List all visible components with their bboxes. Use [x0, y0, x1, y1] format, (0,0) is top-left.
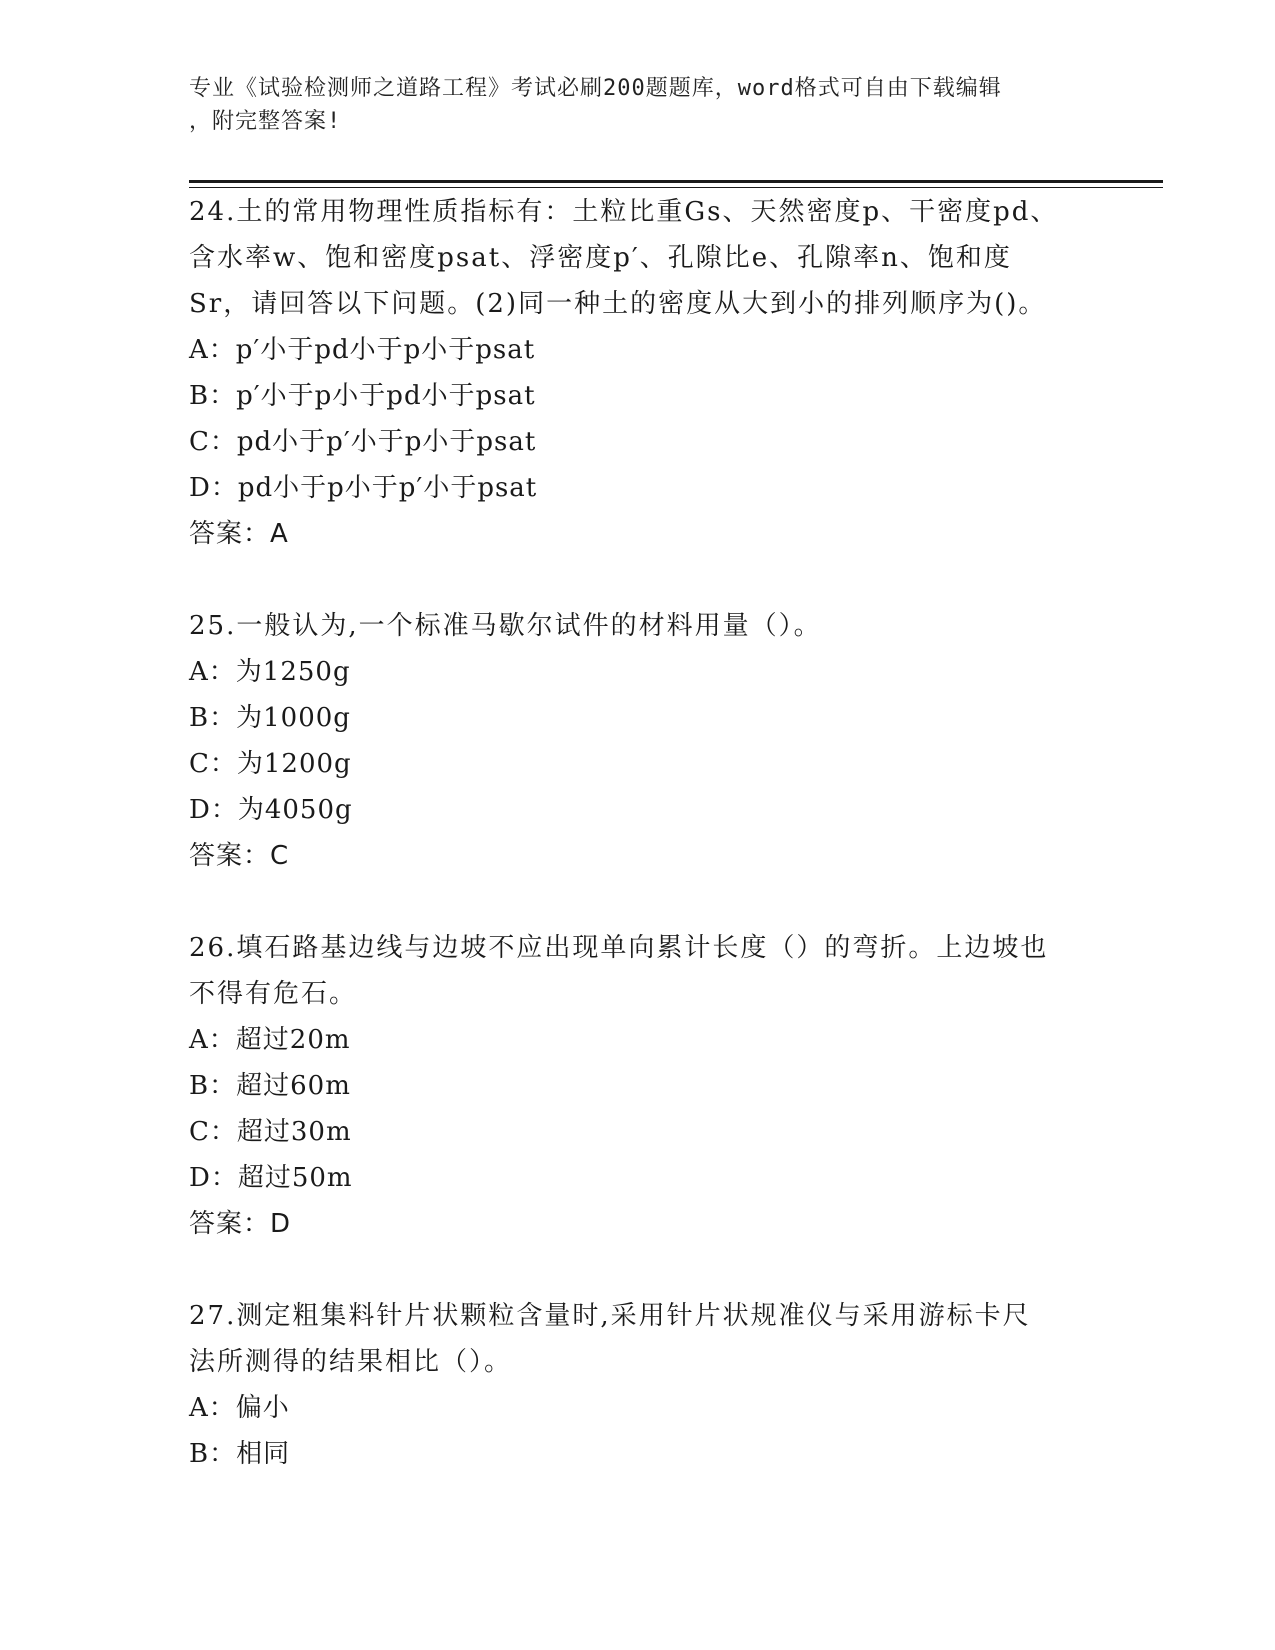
- option-a: A：超过20m: [189, 1025, 351, 1055]
- question-stem: [189, 1293, 1089, 1385]
- question-stem: [189, 925, 1089, 1017]
- question-25: [189, 603, 1089, 879]
- option-d: D：超过50m: [189, 1163, 353, 1193]
- stem-line: Sr，请回答以下问题。(2)同一种土的密度从大到小的排列顺序为()。: [189, 289, 1047, 319]
- stem-line: 27.测定粗集料针片状颗粒含量时,采用针片状规准仪与采用游标卡尺: [189, 1301, 1031, 1331]
- answer-line: 答案：D: [189, 1209, 292, 1239]
- stem-line: 不得有危石。: [189, 979, 358, 1009]
- document-header: [189, 72, 1089, 138]
- header-line-1: 专业《试验检测师之道路工程》考试必刷200题题库，word格式可自由下载编辑: [189, 76, 1002, 101]
- question-27: [189, 1293, 1089, 1477]
- stem-line: 26.填石路基边线与边坡不应出现单向累计长度（）的弯折。上边坡也: [189, 933, 1049, 963]
- option-d: D：为4050g: [189, 795, 353, 825]
- question-list: [189, 189, 1089, 1523]
- option-d: D：pd小于p小于p′小于psat: [189, 473, 538, 503]
- option-b: B：超过60m: [189, 1071, 351, 1101]
- option-c: C：pd小于p′小于p小于psat: [189, 427, 537, 457]
- answer-line: 答案：A: [189, 519, 289, 549]
- option-a: A：为1250g: [189, 657, 351, 687]
- header-line-2: ，附完整答案!: [189, 109, 342, 134]
- stem-line: 法所测得的结果相比（）。: [189, 1347, 513, 1377]
- header-divider-thick: [189, 180, 1163, 183]
- question-stem: [189, 603, 1089, 649]
- option-b: B：为1000g: [189, 703, 351, 733]
- option-c: C：为1200g: [189, 749, 352, 779]
- stem-line: 含水率w、饱和密度psat、浮密度p′、孔隙比e、孔隙率n、饱和度: [189, 243, 1012, 273]
- stem-line: 24.土的常用物理性质指标有：土粒比重Gs、天然密度p、干密度pd、: [189, 197, 1059, 227]
- question-24: [189, 189, 1089, 557]
- option-c: C：超过30m: [189, 1117, 352, 1147]
- option-a: A：偏小: [189, 1393, 290, 1423]
- answer-line: 答案：C: [189, 841, 290, 871]
- stem-line: 25.一般认为,一个标准马歇尔试件的材料用量（）。: [189, 611, 822, 641]
- question-26: [189, 925, 1089, 1247]
- option-b: B：p′小于p小于pd小于psat: [189, 381, 536, 411]
- question-stem: [189, 189, 1089, 327]
- header-divider-thin: [189, 187, 1163, 188]
- option-b: B：相同: [189, 1439, 291, 1469]
- option-a: A：p′小于pd小于p小于psat: [189, 335, 536, 365]
